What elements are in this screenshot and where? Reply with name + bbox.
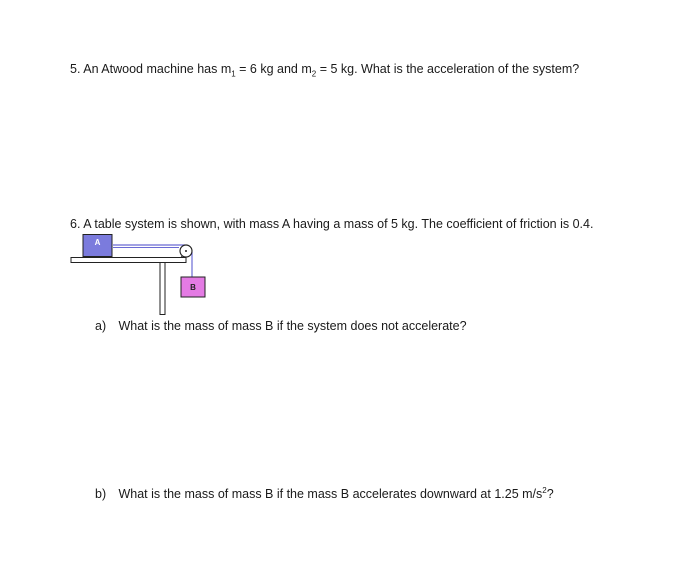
table-pulley-diagram bbox=[66, 230, 216, 320]
block-b-label: B bbox=[190, 283, 196, 292]
pulley-axle bbox=[185, 250, 187, 252]
block-a-label: A bbox=[94, 238, 101, 247]
part-b bbox=[95, 486, 554, 502]
table-leg bbox=[160, 263, 165, 315]
question-number: 5. bbox=[70, 62, 81, 76]
part-a bbox=[95, 318, 467, 334]
part-a-text: What is the mass of mass B if the system does not accelerate? bbox=[118, 319, 467, 333]
question-text: An Atwood machine has $m_1 = 6$ kg and $m_2 = 5$ kg. What is the acceleration of the system? bbox=[83, 62, 580, 79]
part-a-label: a) bbox=[95, 319, 107, 333]
question-number: 6. bbox=[70, 217, 81, 231]
part-b-label: b) bbox=[95, 487, 107, 501]
question-text: A table system is shown, with mass A having a mass of 5 kg. The coefficient of friction is 0.4. bbox=[83, 217, 594, 231]
table-top bbox=[71, 258, 186, 263]
question-5 bbox=[70, 61, 579, 77]
part-b-text: What is the mass of mass B if the mass B accelerates downward at 1.25 $m/s^2$? bbox=[118, 485, 554, 501]
